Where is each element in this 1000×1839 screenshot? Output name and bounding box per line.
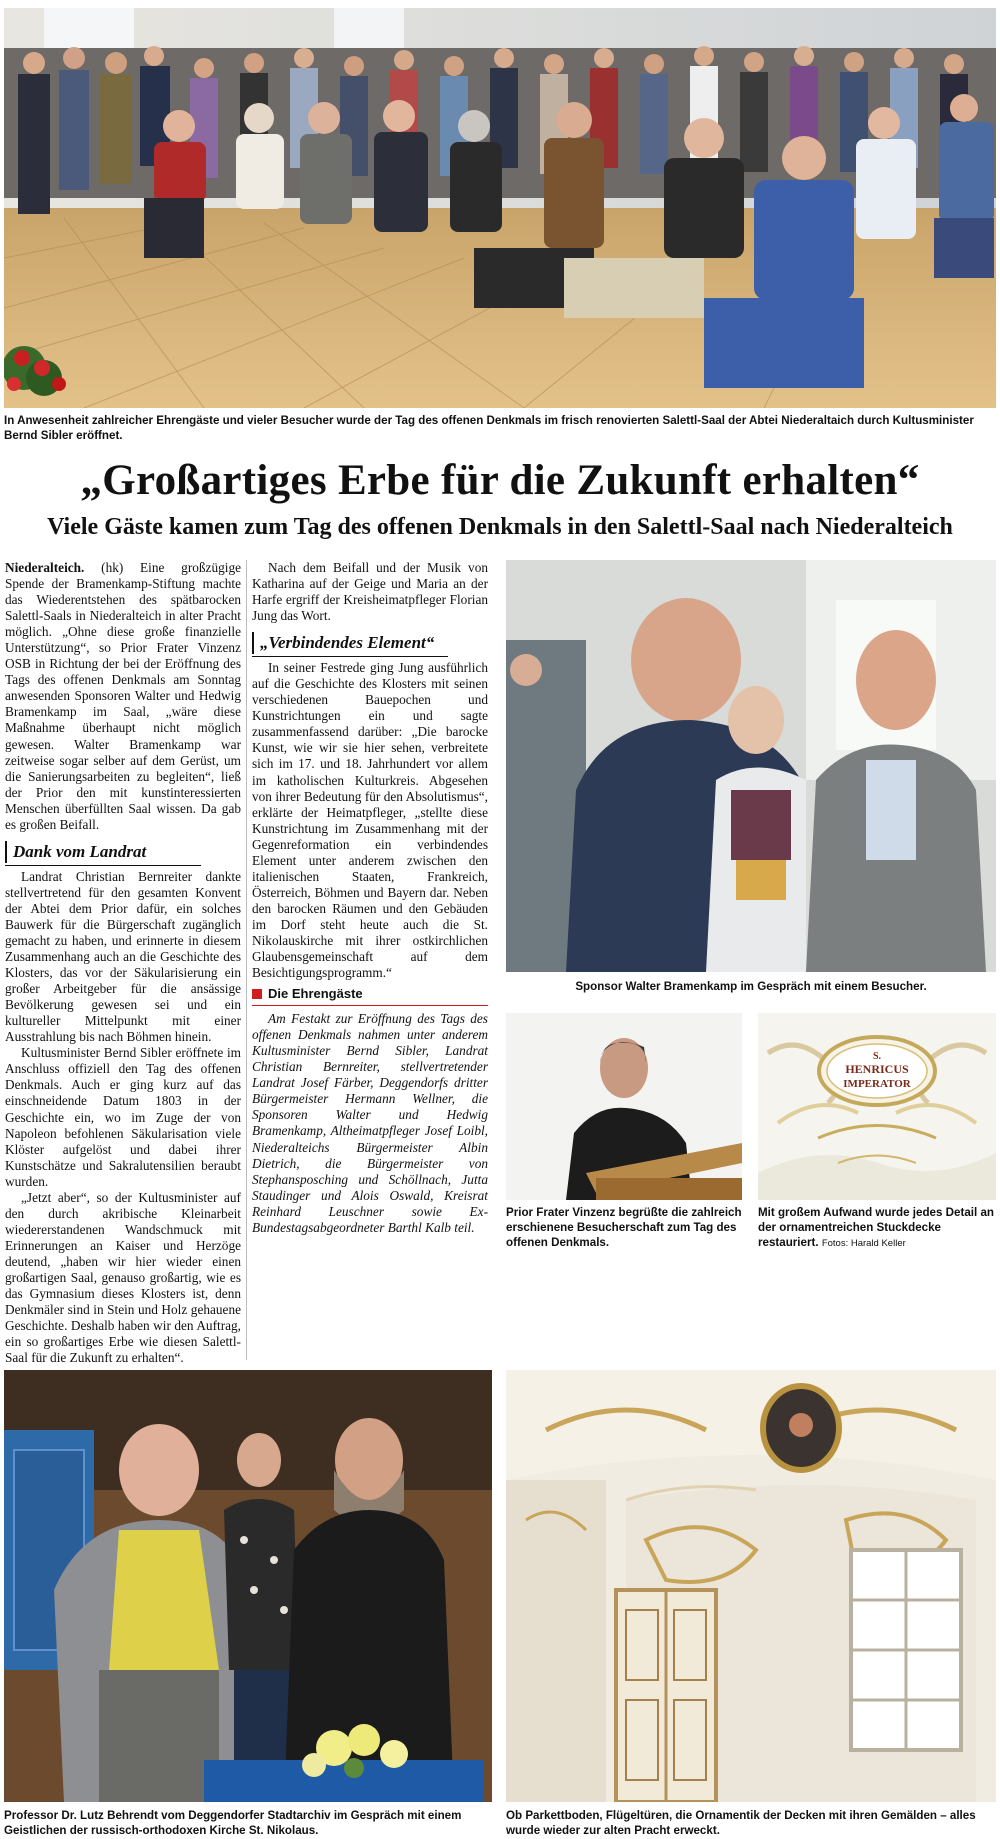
caption-stucco: [758, 1205, 996, 1251]
caption-prior-text: Prior Frater Vinzenz begrüßte die zahlreich erschienene Besucherschaft zum Tag des offenen Denkmals.: [506, 1206, 742, 1249]
article-column-1: [5, 560, 241, 1366]
caption-prior: [506, 1205, 742, 1250]
section-heading-landrat: Dank vom Landrat: [5, 841, 241, 863]
section-heading-verbindendes-element: „Verbindendes Element“: [252, 632, 488, 654]
cartouche-line-1: S.: [872, 1051, 882, 1062]
dateline: Niederalteich.: [5, 560, 85, 575]
column-divider: [246, 560, 247, 1360]
caption-hall-text: Ob Parkettboden, Flügeltüren, die Ornamentik der Decken mit ihren Gemälden – alles wurde wieder zur alten Pracht erweckt.: [506, 1809, 976, 1837]
headline: „Großartiges Erbe für die Zukunft erhalten“: [80, 457, 920, 504]
section-heading-ehrengaeste: Die Ehrengäste: [252, 985, 488, 1003]
article-paragraph-7: Am Festakt zur Eröffnung des Tags des offenen Denkmals nahmen unter anderem Kultusminister Bernd Sibler, Landrat Christian Bernreiter, stellvertretender Landrat Josef Färber, Deggendorfs dritter Bürgermeister Hermann Wellner, die Sponsoren Walter und Hedwig Bramenkamp, Altheimatpfleger Josef Loibl, Niederalteichs Bürgermeister Albin Dietrich, die Bürgermeister von Stephansposching und Schöllnach, Jutta Staudinger und Alois Oswald, Kreisrat Reinhard Leuschner sowie Ex-Bundestagsabgeordneter Barthl Kalb teil.: [252, 1011, 488, 1235]
photo-professor: [4, 1370, 492, 1802]
caption-hall: [506, 1808, 996, 1838]
caption-audience: [4, 413, 996, 443]
article-paragraph-4: „Jetzt aber“, so der Kultusminister auf den durch akribische Kleinarbeit wiedererstandenen Wandschmuck mit Erinnerungen an Kaiser und Herzöge deutend, „haben wir hier wieder einen großartigen Saal, genauso großartig, wie es das Gymnasium dieses Klosters ist, denn Denkmäler sind in Stein und Holz gehauene Geschichte. Deshalb haben wir den Auftrag, ein so großartiges Erbe wie diesen Salettl-Saal für die Zukunft zu erhalten“.: [5, 1189, 241, 1366]
paragraph-1-text: (hk) Eine großzügige Spende der Bramenkamp-Stiftung machte das Wiederentstehen des spätbarocken Salettl-Saals in Niederalteich in alter Pracht möglich. „Ohne diese große finanzielle Unterstützung“, so Prior Frater Vinzenz OSB in Richtung der bei der Eröffnung des Tags des offenen Denkmals am Sonntag anwesenden Sponsoren Walter und Hedwig Bramenkamp im Saal, „wäre diese Maßnahme überhaupt nicht möglich gewesen. Walter Bramenkamp war zeitweise sogar selber auf dem Gerüst, um die Sanierungsarbeiten zu begleiten“, ließ der Prior den mit kunstinteressierten Menschen überfüllten Saal wissen. Da gab es großen Beifall.: [5, 560, 241, 832]
caption-professor: [4, 1808, 492, 1838]
photo-prior: [506, 1013, 742, 1200]
article-paragraph-1: [5, 560, 241, 833]
article-paragraph-6: In seiner Festrede ging Jung ausführlich auf die Geschichte des Klosters mit seinen verschiedenen Bauepochen und Kunstrichtungen ein und sagte zusammenfassend darüber: „Die barocke Kunst, wie wir sie hier sehen, verbreitete sich im 17. und 18. Jahrhundert vor allem im katholischen Kulturkreis. Abgesehen von ihrer Bedeutung für den Absolutismus“, erklärte der Heimatpfleger, „stellte diese Kunstrichtung im Zusammenhang mit der Gegenreformation ein verbindendes Element unter anderem zwischen den italienischen Staaten, Frankreich, Österreich, Böhmen und Bayern dar. Neben den barocken Räumen und den Gebäuden im Dorf steht heute auch die St. Nikolauskirche mit ihrer ostkirchlichen Glaubensgemeinschaft auf dem Besichtigungsprogramm.“: [252, 660, 488, 981]
subheadline: Viele Gäste kamen zum Tag des offenen Denkmals in den Salettl-Saal nach Niederalteich: [47, 514, 953, 540]
article-column-2: [252, 560, 488, 1360]
article-paragraph-2: Landrat Christian Bernreiter dankte stellvertretend für den gesamten Konvent der Abtei dem Prior dafür, ein solches Bauwerk für die Bürgerschaft zugänglich gemacht zu haben, und erinnerte in diesem Zusammenhang auch an die Geschichte des Klosters, das vor der Säkularisierung ein großer Arbeitgeber für die ansässige Bevölkerung gewesen sei und ein kultureller Mittelpunkt mit einer Ausstrahlung bis nach Böhmen hinein.: [5, 868, 241, 1045]
photo-audience: [4, 8, 996, 408]
caption-sponsor: [506, 979, 996, 994]
photo-sponsor-conversation: [506, 560, 996, 972]
cartouche-line-2: HENRICUS: [845, 1062, 909, 1076]
caption-sponsor-text: Sponsor Walter Bramenkamp im Gespräch mit einem Besucher.: [575, 980, 927, 993]
caption-professor-text: Professor Dr. Lutz Behrendt vom Deggendorfer Stadtarchiv im Gespräch mit einem Geistlichen der russisch-orthodoxen Kirche St. Nikolaus.: [4, 1809, 462, 1837]
article-paragraph-5: Nach dem Beifall und der Musik von Katharina auf der Geige und Maria an der Harfe ergriff der Kreisheimatpfleger Florian Jung das Wort.: [252, 560, 488, 624]
cartouche-line-3: IMPERATOR: [843, 1078, 911, 1090]
photo-stucco-ceiling: [758, 1013, 996, 1200]
caption-audience-text: In Anwesenheit zahlreicher Ehrengäste und vieler Besucher wurde der Tag des offenen Denkmals im frisch renovierten Salettl-Saal der Abtei Niederaltaich durch Kultusminister Bernd Sibler eröffnet.: [4, 414, 974, 442]
caption-stucco-text: Mit großem Aufwand wurde jedes Detail an der ornamentreichen Stuckdecke restauriert.: [758, 1206, 994, 1249]
photo-credit: Fotos: Harald Keller: [821, 1238, 906, 1249]
photo-restored-hall: [506, 1370, 996, 1802]
article-paragraph-3: Kultusminister Bernd Sibler eröffnete im Anschluss offiziell den Tag des offenen Denkmals. Auch er ging kurz auf das einschneidende Datum 1803 in der Geschichte ein, wo im Zuge der von Napoleon befohlenen Säkularisation viele Klöster aufgelöst und dabei ihrer Kunstschätze und Sakralutensilien beraubt wurden.: [5, 1045, 241, 1189]
